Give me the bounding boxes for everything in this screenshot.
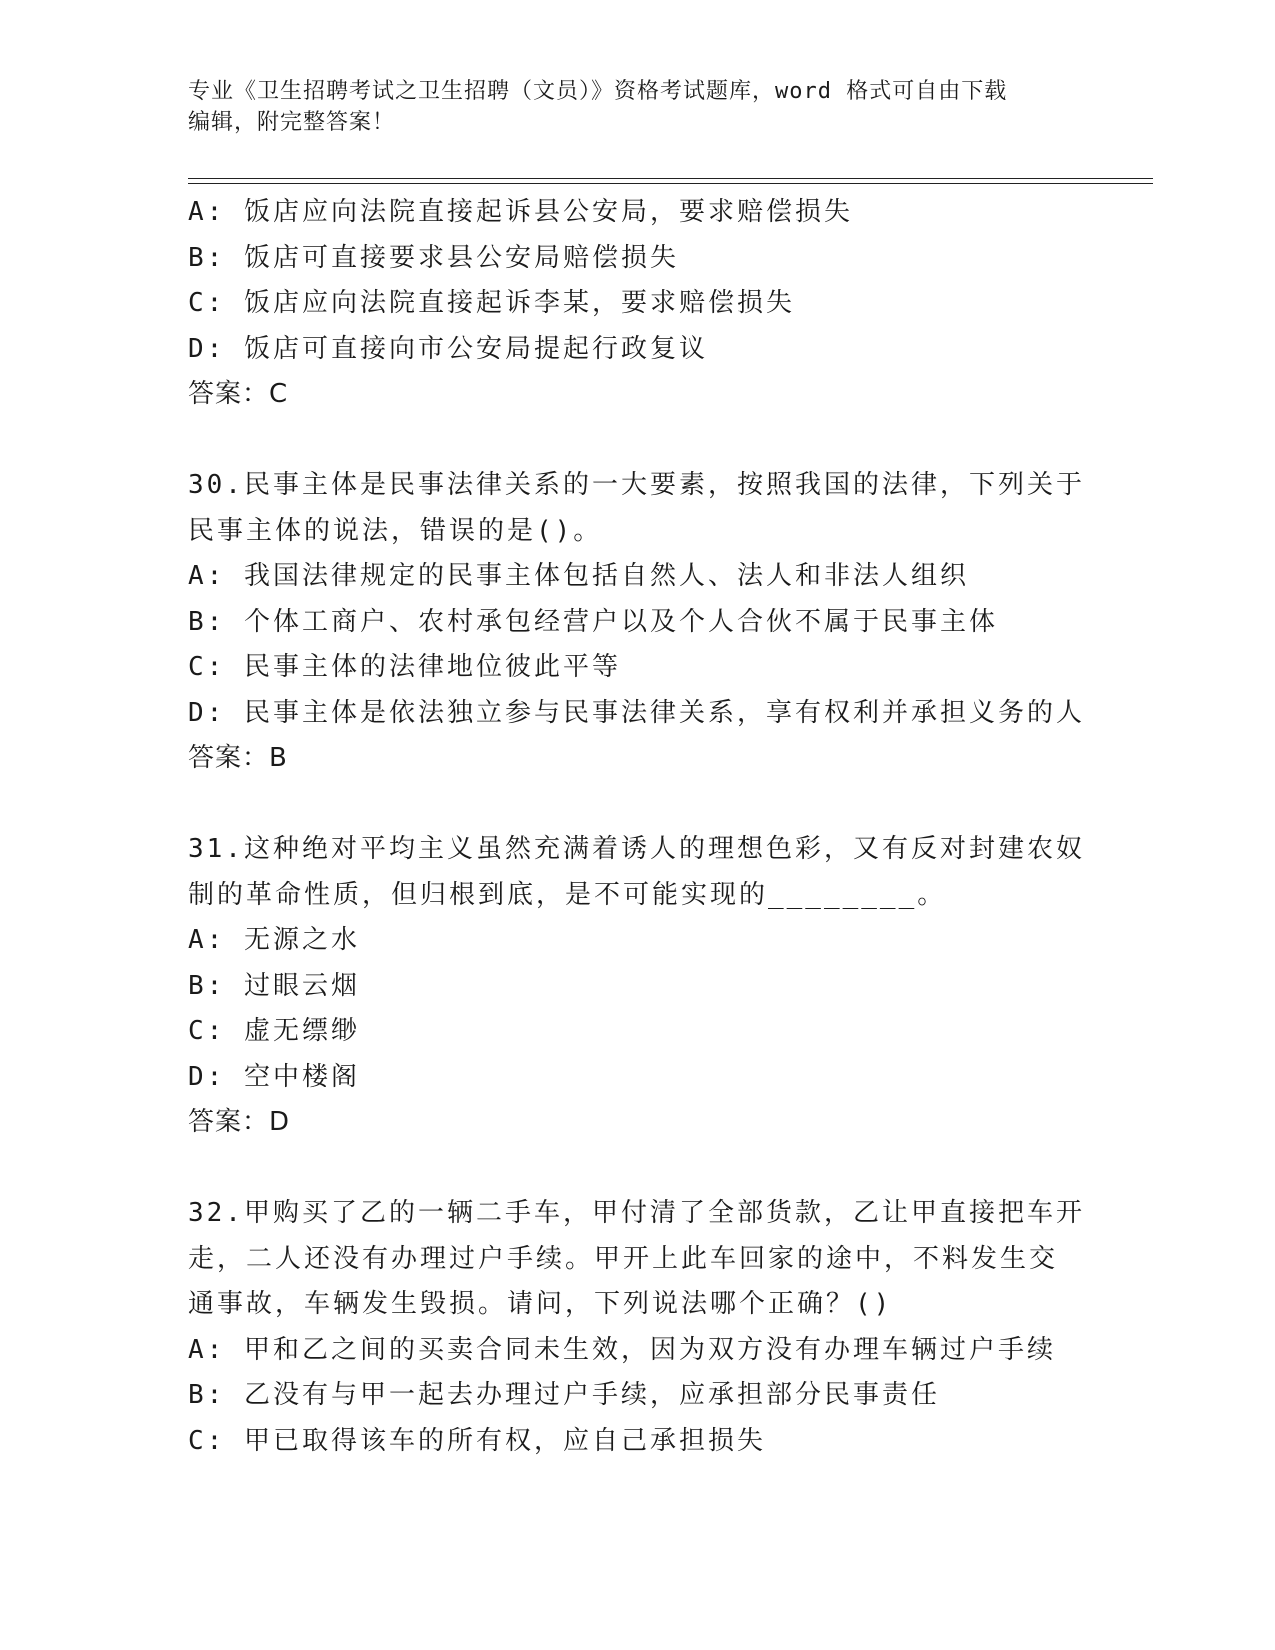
question-stem: 民事主体的说法，错误的是()。 <box>188 515 603 546</box>
question-stem: 32.甲购买了乙的一辆二手车，甲付清了全部货款，乙让甲直接把车开 <box>188 1198 1085 1228</box>
question-stem: 走，二人还没有办理过户手续。甲开上此车回家的途中，不料发生交 <box>188 1243 1059 1274</box>
option-c: C: 民事主体的法律地位彼此平等 <box>188 652 621 682</box>
option-c: C: 虚无缥缈 <box>188 1016 360 1046</box>
option-c: C: 甲已取得该车的所有权，应自己承担损失 <box>188 1425 766 1456</box>
document-header <box>188 76 1088 138</box>
header-divider-top <box>188 178 1153 179</box>
option-b: B: 个体工商户、农村承包经营户以及个人合伙不属于民事主体 <box>188 606 998 637</box>
question-30 <box>188 463 1148 782</box>
spacer <box>188 1146 1148 1192</box>
header-line-1: 专业《卫生招聘考试之卫生招聘（文员）》资格考试题库，word 格式可自由下载 <box>188 79 1008 104</box>
option-d: D: 空中楼阁 <box>188 1061 360 1092</box>
question-stem: 通事故，车辆发生毁损。请问，下列说法哪个正确？() <box>188 1289 893 1319</box>
option-a: A: 饭店应向法院直接起诉县公安局，要求赔偿损失 <box>188 197 853 227</box>
answer: 答案：D <box>188 1107 291 1137</box>
question-31 <box>188 827 1148 1146</box>
question-stem: 31.这种绝对平均主义虽然充满着诱人的理想色彩，又有反对封建农奴 <box>188 834 1085 864</box>
answer: 答案：B <box>188 743 288 773</box>
option-b: B: 过眼云烟 <box>188 970 360 1001</box>
option-a: A: 甲和乙之间的买卖合同未生效，因为双方没有办理车辆过户手续 <box>188 1334 1056 1365</box>
question-list <box>188 190 1148 1464</box>
answer: 答案：C <box>188 379 289 409</box>
header-line-2: 编辑，附完整答案！ <box>188 110 396 135</box>
spacer <box>188 418 1148 464</box>
header-divider-bottom <box>188 183 1153 184</box>
option-a: A: 我国法律规定的民事主体包括自然人、法人和非法人组织 <box>188 561 969 591</box>
spacer <box>188 782 1148 828</box>
option-b: B: 饭店可直接要求县公安局赔偿损失 <box>188 242 679 273</box>
option-d: D: 饭店可直接向市公安局提起行政复议 <box>188 333 708 364</box>
question-32 <box>188 1191 1148 1464</box>
option-c: C: 饭店应向法院直接起诉李某，要求赔偿损失 <box>188 288 795 318</box>
question-29 <box>188 190 1148 418</box>
option-d: D: 民事主体是依法独立参与民事法律关系，享有权利并承担义务的人 <box>188 697 1085 728</box>
option-b: B: 乙没有与甲一起去办理过户手续，应承担部分民事责任 <box>188 1380 940 1410</box>
question-stem: 制的革命性质，但归根到底，是不可能实现的________。 <box>188 879 947 910</box>
question-stem: 30.民事主体是民事法律关系的一大要素，按照我国的法律，下列关于 <box>188 470 1085 500</box>
option-a: A: 无源之水 <box>188 925 360 955</box>
